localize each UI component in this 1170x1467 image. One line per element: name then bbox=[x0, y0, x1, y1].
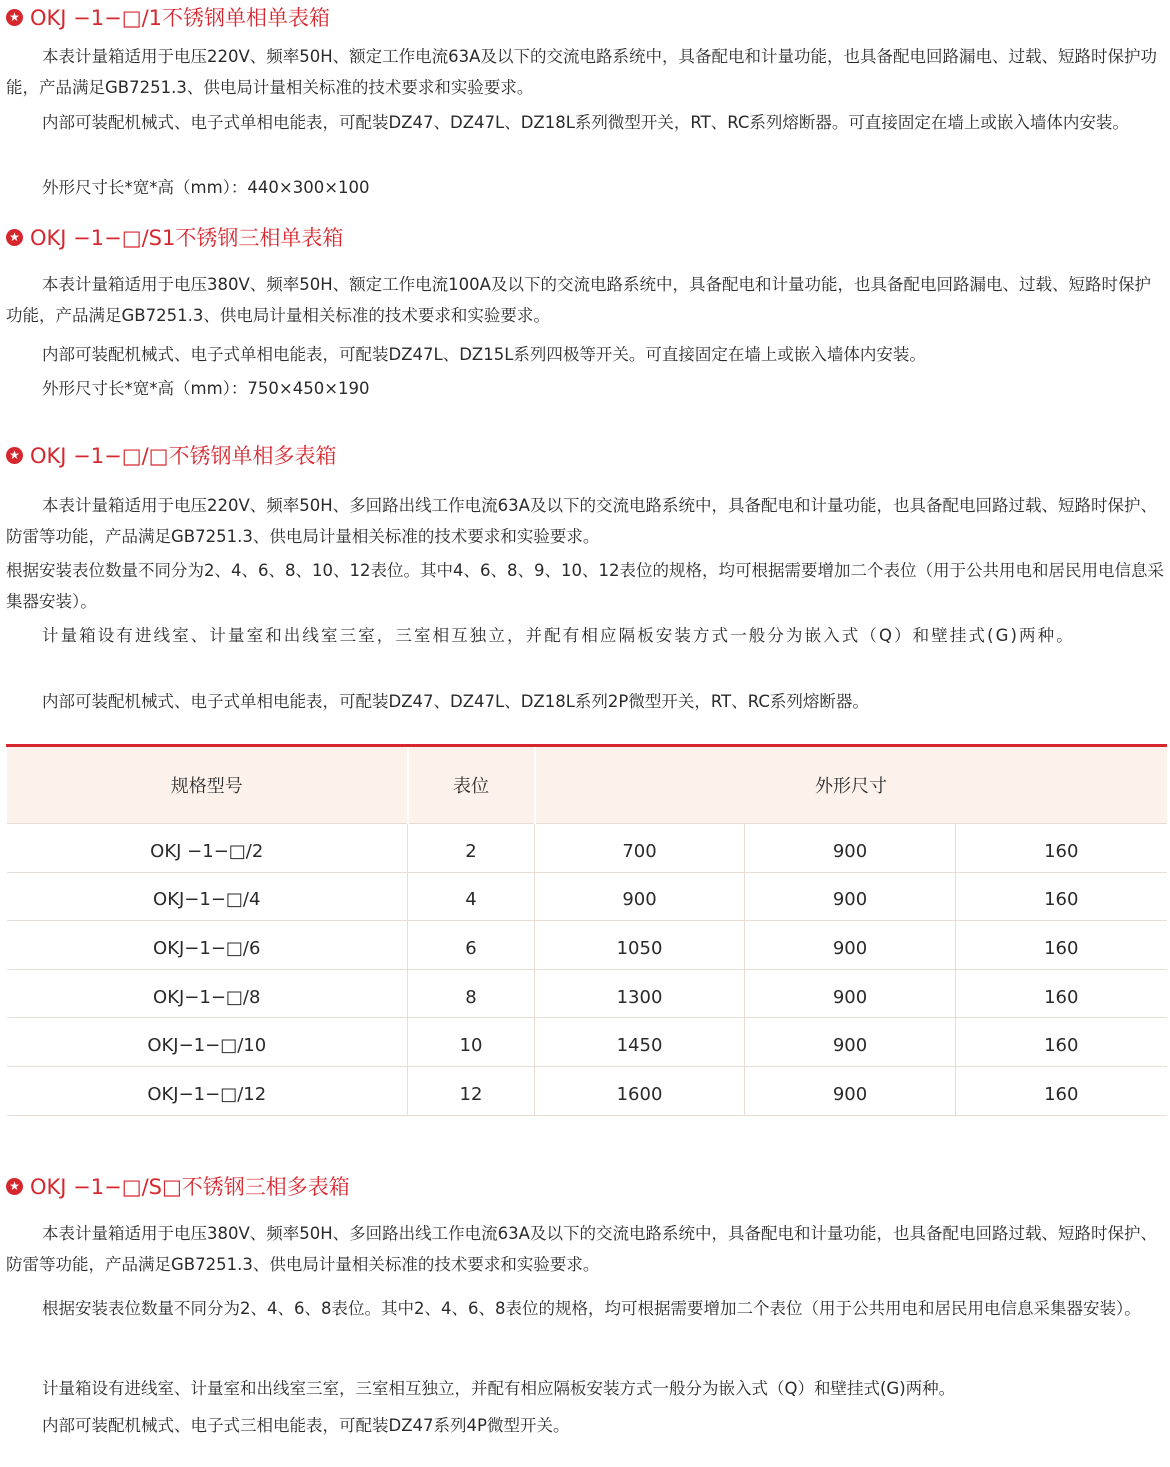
cell-positions: 8 bbox=[408, 969, 535, 1018]
section-title-text: OKJ −1−□/S1不锈钢三相单表箱 bbox=[30, 226, 344, 250]
cell-length: 1300 bbox=[535, 969, 745, 1018]
section-title-text: OKJ −1−□/□不锈钢单相多表箱 bbox=[30, 444, 337, 468]
cell-positions: 12 bbox=[408, 1066, 535, 1115]
cell-width: 900 bbox=[745, 921, 956, 970]
section-title-1 bbox=[6, 2, 330, 32]
paragraph: 根据安装表位数量不同分为2、4、6、8、10、12表位。其中4、6、8、9、10、12表位的规格，均可根据需要增加二个表位（用于公共用电和居民用电信息采集器安装）。 bbox=[6, 561, 1164, 611]
star-circle-icon bbox=[6, 229, 23, 246]
column-header-dimensions: 外形尺寸 bbox=[535, 746, 1167, 824]
paragraph: 根据安装表位数量不同分为2、4、6、8表位。其中2、4、6、8表位的规格，均可根据需要增加二个表位（用于公共用电和居民用电信息采集器安装）。 bbox=[42, 1299, 1141, 1318]
cell-positions: 6 bbox=[408, 921, 535, 970]
column-header-positions: 表位 bbox=[408, 746, 535, 824]
table-row bbox=[7, 921, 1167, 970]
cell-positions: 10 bbox=[408, 1018, 535, 1067]
section-title-3 bbox=[6, 440, 336, 470]
cell-height: 160 bbox=[956, 921, 1167, 970]
section-title-4 bbox=[6, 1171, 350, 1201]
cell-model: OKJ−1−□/10 bbox=[7, 1018, 408, 1067]
paragraph: 内部可装配机械式、电子式单相电能表，可配装DZ47L、DZ15L系列四极等开关。可直接固定在墙上或嵌入墙体内安装。 bbox=[42, 345, 926, 364]
cell-height: 160 bbox=[956, 824, 1167, 873]
cell-length: 1600 bbox=[535, 1066, 745, 1115]
column-header-model: 规格型号 bbox=[7, 746, 408, 824]
paragraph: 内部可装配机械式、电子式单相电能表，可配装DZ47、DZ47L、DZ18L系列微型开关，RT、RC系列熔断器。可直接固定在墙上或嵌入墙体内安装。 bbox=[42, 113, 1129, 132]
table-row bbox=[7, 1018, 1167, 1067]
cell-width: 900 bbox=[745, 872, 956, 921]
cell-length: 700 bbox=[535, 824, 745, 873]
paragraph: 内部可装配机械式、电子式单相电能表，可配装DZ47、DZ47L、DZ18L系列2P微型开关，RT、RC系列熔断器。 bbox=[42, 692, 869, 711]
section-title-text: OKJ −1−□/1不锈钢单相单表箱 bbox=[30, 6, 330, 30]
cell-height: 160 bbox=[956, 872, 1167, 921]
section-title-2 bbox=[6, 222, 343, 252]
paragraph: 本表计量箱适用于电压220V、频率50H、额定工作电流63A及以下的交流电路系统中，具备配电和计量功能，也具备配电回路漏电、过载、短路时保护功能，产品满足GB7251.3、供电局计量相关标准的技术要求和实验要求。 bbox=[6, 47, 1157, 97]
cell-width: 900 bbox=[745, 824, 956, 873]
table-row bbox=[7, 824, 1167, 873]
paragraph: 本表计量箱适用于电压220V、频率50H、多回路出线工作电流63A及以下的交流电路系统中，具备配电和计量功能，也具备配电回路过载、短路时保护、防雷等功能，产品满足GB7251.3、供电局计量相关标准的技术要求和实验要求。 bbox=[6, 496, 1157, 546]
star-circle-icon bbox=[6, 1178, 23, 1195]
cell-length: 1050 bbox=[535, 921, 745, 970]
cell-height: 160 bbox=[956, 1066, 1167, 1115]
paragraph: 内部可装配机械式、电子式三相电能表，可配装DZ47系列4P微型开关。 bbox=[42, 1416, 570, 1435]
paragraph: 本表计量箱适用于电压380V、频率50H、额定工作电流100A及以下的交流电路系统中，具备配电和计量功能，也具备配电回路漏电、过载、短路时保护功能，产品满足GB7251.3、供电局计量相关标准的技术要求和实验要求。 bbox=[6, 275, 1151, 325]
cell-width: 900 bbox=[745, 969, 956, 1018]
cell-width: 900 bbox=[745, 1066, 956, 1115]
cell-model: OKJ−1−□/6 bbox=[7, 921, 408, 970]
cell-width: 900 bbox=[745, 1018, 956, 1067]
cell-positions: 2 bbox=[408, 824, 535, 873]
cell-height: 160 bbox=[956, 969, 1167, 1018]
cell-length: 900 bbox=[535, 872, 745, 921]
cell-model: OKJ−1−□/12 bbox=[7, 1066, 408, 1115]
section-title-text: OKJ −1−□/S□不锈钢三相多表箱 bbox=[30, 1175, 350, 1199]
table-row bbox=[7, 1066, 1167, 1115]
paragraph: 计量箱设有进线室、计量室和出线室三室，三室相互独立，并配有相应隔板安装方式一般分为嵌入式（Q）和壁挂式(G)两种。 bbox=[42, 1379, 956, 1398]
spec-table bbox=[6, 744, 1167, 1116]
cell-model: OKJ−1−□/4 bbox=[7, 872, 408, 921]
paragraph: 外形尺寸长*宽*高（mm）：440×300×100 bbox=[42, 178, 370, 197]
table-header bbox=[7, 746, 1167, 824]
paragraph: 本表计量箱适用于电压380V、频率50H、多回路出线工作电流63A及以下的交流电路系统中，具备配电和计量功能，也具备配电回路过载、短路时保护、防雷等功能，产品满足GB7251.3、供电局计量相关标准的技术要求和实验要求。 bbox=[6, 1224, 1157, 1274]
paragraph: 计量箱设有进线室、计量室和出线室三室，三室相互独立，并配有相应隔板安装方式一般分为嵌入式（Q）和壁挂式(G)两种。 bbox=[42, 626, 1075, 645]
cell-model: OKJ −1−□/2 bbox=[7, 824, 408, 873]
cell-length: 1450 bbox=[535, 1018, 745, 1067]
cell-model: OKJ−1−□/8 bbox=[7, 969, 408, 1018]
cell-positions: 4 bbox=[408, 872, 535, 921]
paragraph: 外形尺寸长*宽*高（mm）：750×450×190 bbox=[42, 379, 370, 398]
table-row bbox=[7, 872, 1167, 921]
star-circle-icon bbox=[6, 447, 23, 464]
table-row bbox=[7, 969, 1167, 1018]
star-circle-icon bbox=[6, 9, 23, 26]
cell-height: 160 bbox=[956, 1018, 1167, 1067]
